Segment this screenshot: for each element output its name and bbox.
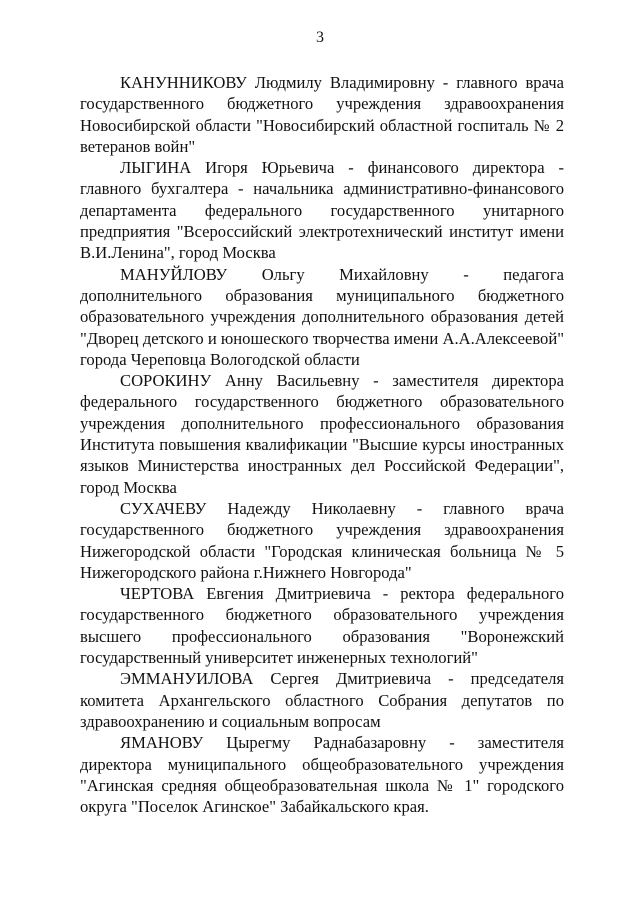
paragraph-kanunnikova: КАНУННИКОВУ Людмилу Владимировну - главного врача государственного бюджетного учреждения здравоохранения Новосибирской области "Новосибирский областной госпиталь № 2 ветеранов войн" xyxy=(80,73,564,156)
document-body xyxy=(80,72,564,817)
paragraph-manuylova: МАНУЙЛОВУ Ольгу Михайловну - педагога дополнительного образования муниципального бюджетного образовательного учреждения дополнительного образования детей "Дворец детского и юношеского творчества имени А.А.Алексеевой" города Череповца Вологодской области xyxy=(80,264,564,369)
paragraph-sukhacheva: СУХАЧЕВУ Надежду Николаевну - главного врача государственного бюджетного учреждения здравоохранения Нижегородской области "Городская клиническая больница № 5 Нижегородского района г.Нижнего Новгорода" xyxy=(80,498,564,582)
page-number: 3 xyxy=(316,29,324,46)
paragraph-chertov: ЧЕРТОВА Евгения Дмитриевича - ректора федерального государственного бюджетного образовательного учреждения высшего профессионального образования "Воронежский государственный университет инженерных технологий" xyxy=(80,584,564,668)
paragraph-emmanuilov: ЭММАНУИЛОВА Сергея Дмитриевича - председателя комитета Архангельского областного Собрания депутатов по здравоохранению и социальным вопросам xyxy=(80,669,564,731)
paragraph-sorokina: СОРОКИНУ Анну Васильевну - заместителя директора федерального государственного бюджетного образовательного учреждения дополнительного профессионального образования Института повышения квалификации "Высшие курсы иностранных языков Министерства иностранных дел Российской Федерации", город Москва xyxy=(80,371,564,497)
paragraph-yamanova: ЯМАНОВУ Цырегму Раднабазаровну - заместителя директора муниципального общеобразовательного учреждения "Агинская средняя общеобразовательная школа № 1" городского округа "Поселок Агинское" Забайкальского края. xyxy=(80,733,564,817)
paragraph-lygin: ЛЫГИНА Игоря Юрьевича - финансового директора - главного бухгалтера - начальника административно-финансового департамента федерального государственного унитарного предприятия "Всероссийский электротехнический институт имени В.И.Ленина", город Москва xyxy=(80,158,564,263)
